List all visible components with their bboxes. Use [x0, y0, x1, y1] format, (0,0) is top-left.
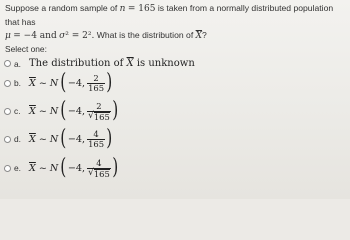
xbar-symbol: $\overline{X}$	[29, 133, 36, 145]
question-part1: Suppose a random sample of	[5, 3, 118, 13]
open-paren: (	[60, 126, 67, 151]
distribution-expression	[29, 100, 119, 122]
sqrt-icon: √	[88, 110, 94, 121]
question-part2: is taken from a normally distributed population that has	[5, 3, 334, 27]
close-paren: )	[112, 98, 119, 123]
parameters	[68, 159, 111, 178]
distribution-expression	[29, 157, 119, 179]
n-value: = 165	[127, 4, 156, 14]
parameters	[68, 74, 105, 93]
fraction-numerator: 2	[93, 72, 99, 83]
option-letter: c.	[14, 106, 21, 116]
sigma-symbol: σ	[59, 31, 66, 41]
mu-symbol: μ	[5, 31, 11, 41]
variance-fraction	[87, 102, 111, 121]
mean-value: −4,	[67, 133, 86, 145]
sigma-value: ² = 2².	[65, 31, 95, 41]
question-mark: ?	[202, 30, 207, 40]
close-paren: )	[112, 155, 119, 180]
option-a-tail: is unknown	[136, 58, 195, 69]
variance-fraction	[87, 159, 111, 178]
tilde-symbol: ~	[38, 77, 47, 89]
xbar-symbol: $\overline{X}$	[126, 58, 134, 69]
question-part3: What is the distribution of	[96, 30, 194, 40]
sqrt-icon: √	[88, 167, 94, 178]
xbar-symbol: $\overline{X}$	[29, 77, 36, 89]
select-one-label: Select one:	[5, 44, 47, 54]
mean-value: −4,	[67, 162, 86, 174]
option-d[interactable]	[4, 128, 114, 150]
option-letter: b.	[14, 78, 21, 88]
option-a-lead: The distribution of	[29, 58, 124, 69]
normal-symbol: N	[49, 77, 59, 89]
tilde-symbol: ~	[38, 105, 47, 117]
distribution-expression	[29, 72, 114, 94]
fraction-denominator: 165	[88, 138, 105, 149]
open-paren: (	[60, 155, 67, 180]
tilde-symbol: ~	[38, 133, 47, 145]
normal-symbol: N	[49, 133, 59, 145]
fraction-denominator	[87, 111, 111, 121]
xbar-symbol: $\overline{X}$	[29, 105, 36, 117]
mean-value: −4,	[67, 77, 86, 89]
radio-button[interactable]	[4, 80, 11, 87]
mu-value: = −4 and	[13, 31, 57, 41]
open-paren: (	[60, 70, 67, 95]
normal-symbol: N	[49, 162, 59, 174]
n-symbol: n	[119, 4, 126, 14]
fraction-denominator	[87, 168, 111, 178]
variance-fraction	[87, 74, 105, 93]
distribution-expression	[29, 128, 114, 150]
radio-button[interactable]	[4, 60, 11, 67]
radio-button[interactable]	[4, 165, 11, 172]
fraction-numerator: 4	[96, 157, 102, 168]
variance-fraction	[87, 130, 105, 149]
option-letter: a.	[14, 58, 21, 69]
mean-value: −4,	[67, 105, 86, 117]
xbar-symbol: $\overline{X}$	[195, 31, 203, 41]
normal-symbol: N	[49, 105, 59, 117]
close-paren: )	[106, 70, 113, 95]
option-a-text	[29, 58, 195, 69]
fraction-numerator: 2	[96, 100, 102, 111]
parameters	[68, 130, 105, 149]
option-c[interactable]	[4, 100, 119, 122]
fraction-numerator: 4	[93, 128, 99, 139]
question-text	[5, 2, 345, 43]
radicand: 165	[93, 168, 110, 179]
fraction-denominator: 165	[88, 82, 105, 93]
parameters	[68, 102, 111, 121]
option-b[interactable]	[4, 72, 114, 94]
radicand: 165	[93, 111, 110, 122]
option-a[interactable]	[4, 58, 195, 69]
xbar-symbol: $\overline{X}$	[29, 162, 36, 174]
close-paren: )	[106, 126, 113, 151]
radio-button[interactable]	[4, 136, 11, 143]
option-e[interactable]	[4, 157, 119, 179]
option-letter: d.	[14, 134, 21, 144]
open-paren: (	[60, 98, 67, 123]
tilde-symbol: ~	[38, 162, 47, 174]
radio-button[interactable]	[4, 108, 11, 115]
option-letter: e.	[14, 163, 21, 173]
